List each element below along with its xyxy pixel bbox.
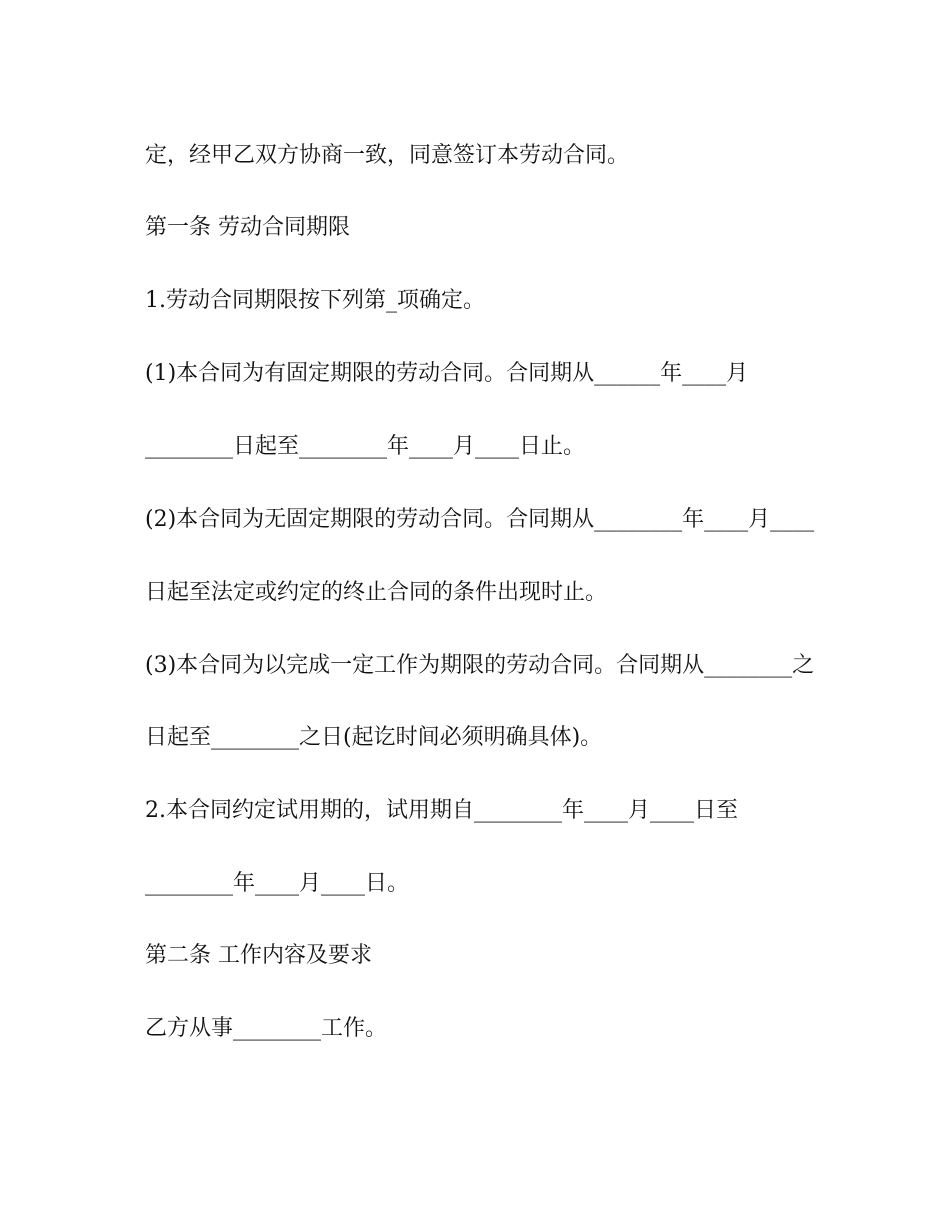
fixed-term-dates: ________日起至________年____月____日止。 — [145, 434, 586, 459]
probation-clause: 2.本合同约定试用期的，试用期自________年____月____日至 — [145, 798, 738, 823]
clause-1-term-type: 1.劳动合同期限按下列第_项确定。 — [145, 288, 485, 313]
clause-intro-continuation: 定，经甲乙双方协商一致，同意签订本劳动合同。 — [145, 143, 630, 168]
fixed-term-option: (1)本合同为有固定期限的劳动合同。合同期从______年____月 — [145, 361, 749, 386]
open-term-option: (2)本合同为无固定期限的劳动合同。合同期从________年____月____ — [145, 507, 815, 532]
probation-end-date: ________年____月____日。 — [145, 871, 410, 896]
article-2-heading: 第二条 工作内容及要求 — [145, 943, 372, 968]
job-description: 乙方从事________工作。 — [145, 1016, 388, 1041]
open-term-end-condition: 日起至法定或约定的终止合同的条件出现时止。 — [145, 580, 608, 605]
article-1-heading: 第一条 劳动合同期限 — [145, 215, 350, 240]
task-term-dates: 日起至________之日(起讫时间必须明确具体)。 — [145, 725, 603, 750]
task-term-option: (3)本合同为以完成一定工作为期限的劳动合同。合同期从________之 — [145, 653, 815, 678]
